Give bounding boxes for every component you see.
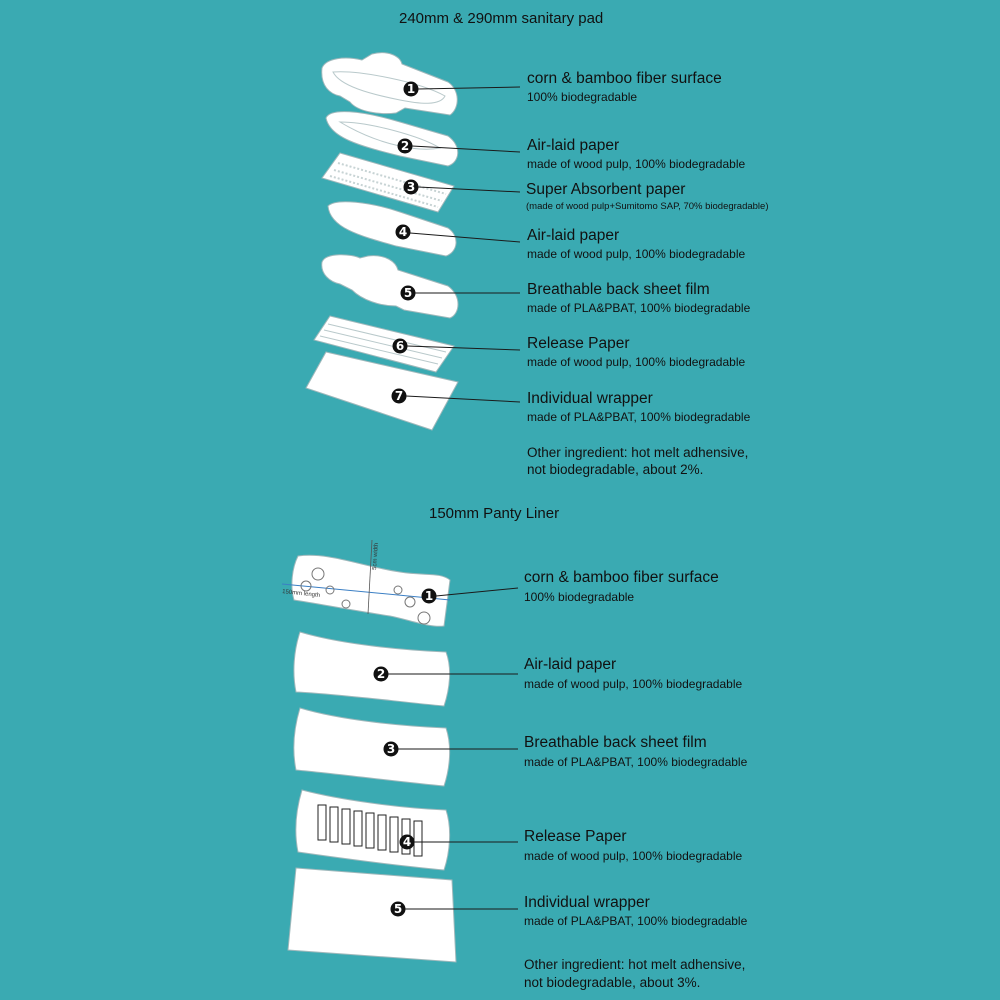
- svg-text:5: 5: [403, 286, 413, 300]
- svg-text:4: 4: [398, 225, 408, 239]
- s2-layer-3-desc: made of PLA&PBAT, 100% biodegradable: [524, 755, 748, 769]
- s2-layer-4-desc: made of wood pulp, 100% biodegradable: [524, 849, 743, 863]
- svg-text:2: 2: [400, 139, 410, 153]
- badge-s2-4: [400, 835, 415, 850]
- badge-s2-3: [384, 742, 399, 757]
- s2-note-line-2: not biodegradable, about 3%.: [524, 975, 701, 990]
- badge-s2-1: [422, 589, 437, 604]
- s1-layer-5-label: Breathable back sheet film: [527, 281, 710, 298]
- svg-text:4: 4: [402, 835, 412, 849]
- s1-layer-3-label: Super Absorbent paper: [526, 181, 686, 198]
- s1-layer-6-desc: made of wood pulp, 100% biodegradable: [527, 355, 746, 369]
- s2-layer-1-desc: 100% biodegradable: [524, 590, 635, 604]
- svg-text:5: 5: [393, 902, 403, 916]
- badge-s2-5: [391, 902, 406, 917]
- section1-title: 240mm & 290mm sanitary pad: [399, 10, 604, 27]
- svg-text:2: 2: [376, 667, 386, 681]
- s1-layer-4-desc: made of wood pulp, 100% biodegradable: [527, 247, 746, 261]
- liner-layer-4-shape: [296, 790, 450, 870]
- svg-text:6: 6: [395, 339, 405, 353]
- svg-text:1: 1: [406, 82, 416, 96]
- s2-layer-2-desc: made of wood pulp, 100% biodegradable: [524, 677, 743, 691]
- s2-layer-4-label: Release Paper: [524, 828, 627, 845]
- svg-text:7: 7: [394, 389, 404, 403]
- liner-layer-3-shape: [294, 708, 450, 786]
- svg-text:1: 1: [424, 589, 434, 603]
- s2-note-line-1: Other ingredient: hot melt adhensive,: [524, 957, 746, 972]
- badge-s1-5: [401, 286, 416, 301]
- badge-s1-1: [404, 82, 419, 97]
- liner-layer-2-shape: [294, 632, 450, 706]
- s1-layer-2-label: Air-laid paper: [527, 137, 620, 154]
- s2-layer-5-desc: made of PLA&PBAT, 100% biodegradable: [524, 914, 748, 928]
- svg-text:5cm width: 5cm width: [372, 542, 380, 571]
- s2-layer-2-label: Air-laid paper: [524, 656, 617, 673]
- liner-layer-5-shape: [288, 868, 456, 962]
- s1-layer-7-label: Individual wrapper: [527, 390, 653, 407]
- pad-layer-1-shape: [322, 53, 458, 115]
- s2-layer-3-label: Breathable back sheet film: [524, 734, 707, 751]
- badge-s2-2: [374, 667, 389, 682]
- s1-layer-3-desc: (made of wood pulp+Sumitomo SAP, 70% biodegradable): [526, 201, 769, 212]
- s2-layer-1-label: corn & bamboo fiber surface: [524, 569, 719, 586]
- s1-note-line-1: Other ingredient: hot melt adhensive,: [527, 445, 749, 460]
- s1-layer-1-label: corn & bamboo fiber surface: [527, 70, 722, 87]
- s1-layer-4-label: Air-laid paper: [527, 227, 620, 244]
- svg-text:3: 3: [406, 180, 416, 194]
- s1-layer-7-desc: made of PLA&PBAT, 100% biodegradable: [527, 410, 751, 424]
- s1-layer-5-desc: made of PLA&PBAT, 100% biodegradable: [527, 301, 751, 315]
- s2-layer-5-label: Individual wrapper: [524, 894, 650, 911]
- badge-s1-2: [398, 139, 413, 154]
- pad-layer-5-shape: [322, 255, 458, 318]
- s1-layer-1-desc: 100% biodegradable: [527, 90, 638, 104]
- s1-note-line-2: not biodegradable, about 2%.: [527, 462, 704, 477]
- badge-s1-7: [392, 389, 407, 404]
- badge-s1-3: [404, 180, 419, 195]
- section2-title: 150mm Panty Liner: [429, 505, 560, 522]
- s1-layer-2-desc: made of wood pulp, 100% biodegradable: [527, 157, 746, 171]
- badge-s1-4: [396, 225, 411, 240]
- s1-layer-6-label: Release Paper: [527, 335, 630, 352]
- svg-text:150mm length: 150mm length: [281, 589, 321, 599]
- svg-text:3: 3: [386, 742, 396, 756]
- liner-layer-1-shape: [282, 540, 450, 626]
- badge-s1-6: [393, 339, 408, 354]
